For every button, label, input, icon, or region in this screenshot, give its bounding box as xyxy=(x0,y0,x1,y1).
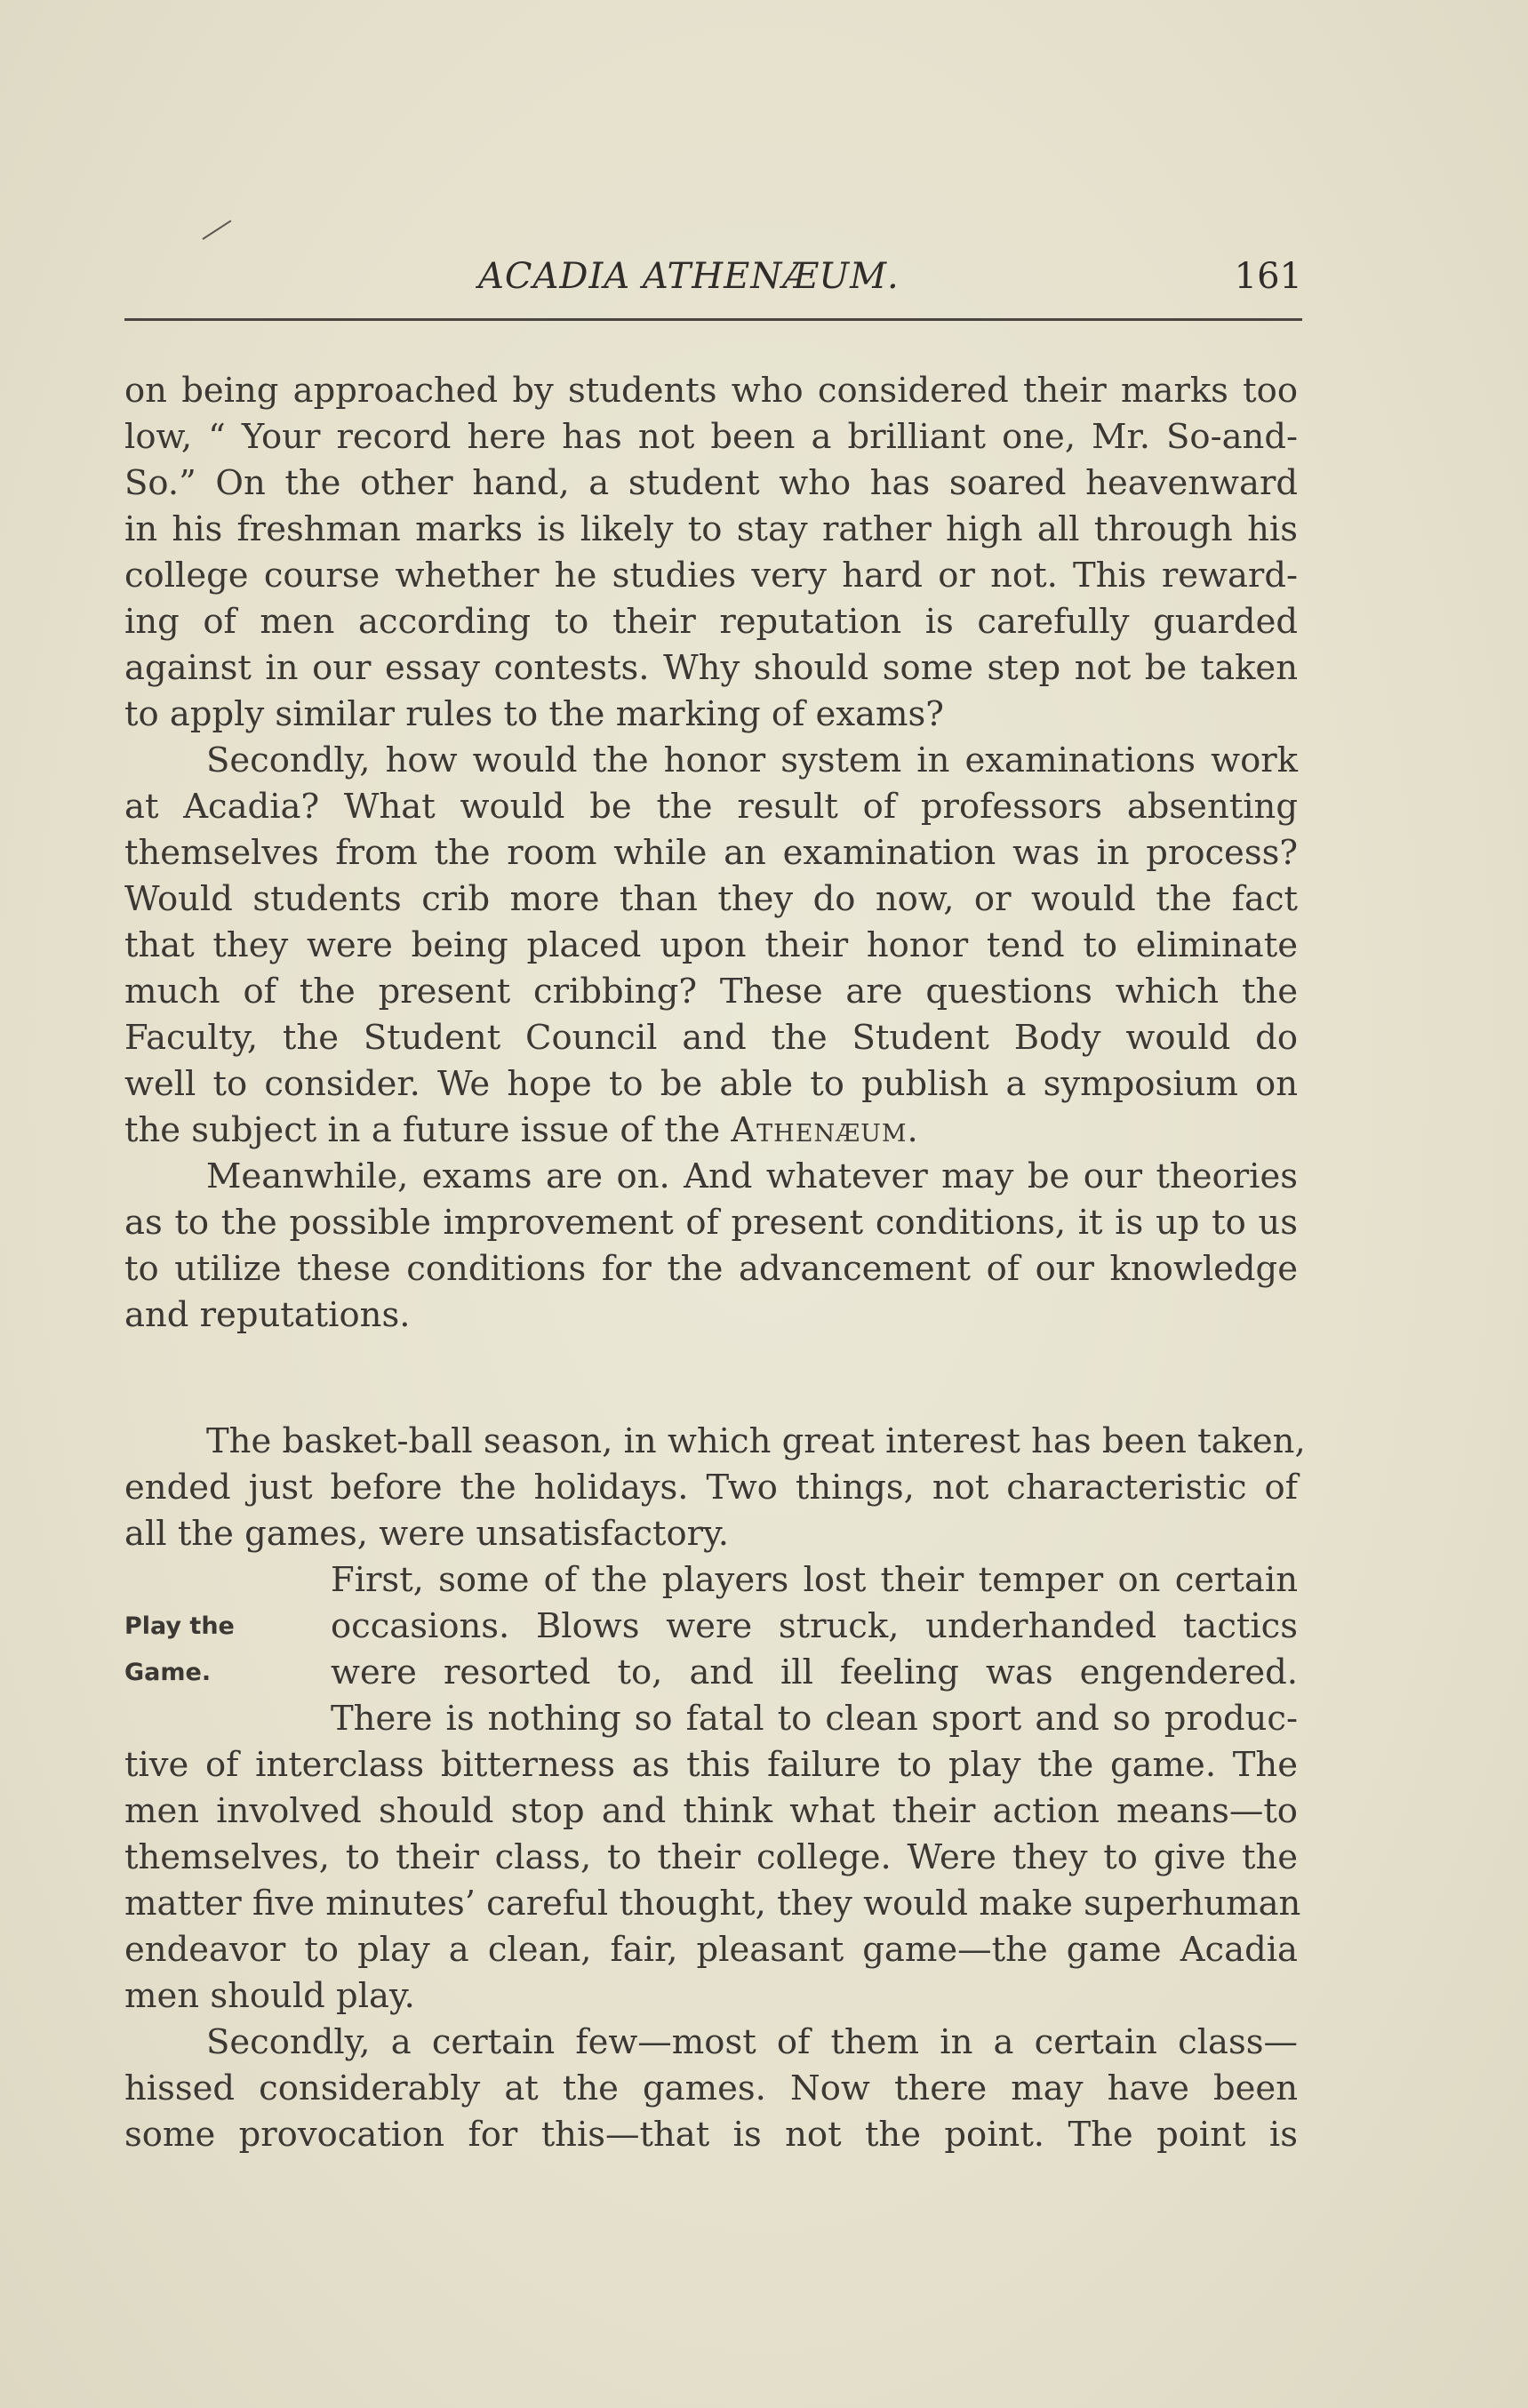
text-line: men involved should stop and think what their action means—to xyxy=(124,1791,1298,1831)
journal-name: Athenæum. xyxy=(731,1110,919,1150)
page-header xyxy=(124,256,1302,306)
running-head: ACADIA ATHENÆUM. xyxy=(478,256,900,297)
text-line: ing of men according to their reputation is carefully guarded xyxy=(124,602,1298,642)
sidenote-title: Play the xyxy=(124,1612,235,1640)
text-line: at Acadia? What would be the result of professors absenting xyxy=(124,787,1298,827)
text-line: There is nothing so fatal to clean sport and so produc- xyxy=(331,1699,1298,1739)
page-number: 161 xyxy=(1234,256,1302,297)
text-line: Secondly, a certain few—most of them in a certain class— xyxy=(206,2022,1298,2062)
text-line: were resorted to, and ill feeling was engendered. xyxy=(331,1652,1298,1692)
text-line: The basket-ball season, in which great interest has been taken, xyxy=(206,1421,1306,1461)
text-line: some provocation for this—that is not the point. The point is xyxy=(124,2115,1298,2155)
text-line: men should play. xyxy=(124,1976,415,2016)
text-line: matter five minutes’ careful thought, they would make superhuman xyxy=(124,1884,1301,1924)
text-line: college course whether he studies very hard or not. This reward- xyxy=(124,556,1298,596)
text-line: in his freshman marks is likely to stay rather high all through his xyxy=(124,509,1298,549)
text-line xyxy=(124,1108,1298,1154)
text-line: on being approached by students who considered their marks too xyxy=(124,371,1298,411)
text-line: to apply similar rules to the marking of exams? xyxy=(124,694,944,734)
text-segment: the subject in a future issue of the xyxy=(124,1110,732,1150)
text-line: as to the possible improvement of present conditions, it is up to us xyxy=(124,1203,1298,1243)
text-line: ended just before the holidays. Two things, not characteristic of xyxy=(124,1468,1298,1508)
text-line: Faculty, the Student Council and the Student Body would do xyxy=(124,1018,1298,1058)
text-line: endeavor to play a clean, fair, pleasant game—the game Acadia xyxy=(124,1930,1298,1970)
text-line: Meanwhile, exams are on. And whatever may be our theories xyxy=(206,1156,1298,1196)
text-line: Would students crib more than they do now, or would the fact xyxy=(124,879,1298,919)
text-line: tive of interclass bitterness as this failure to play the game. The xyxy=(124,1745,1298,1785)
text-line: low, “ Your record here has not been a brilliant one, Mr. So-and- xyxy=(124,417,1298,457)
text-line: First, some of the players lost their temper on certain xyxy=(331,1560,1298,1600)
text-line: So.” On the other hand, a student who has soared heavenward xyxy=(124,463,1298,503)
text-line: much of the present cribbing? These are questions which the xyxy=(124,972,1298,1012)
text-line: to utilize these conditions for the advancement of our knowledge xyxy=(124,1249,1298,1289)
text-line: occasions. Blows were struck, underhanded tactics xyxy=(331,1606,1298,1646)
text-line: against in our essay contests. Why should some step not be taken xyxy=(124,648,1298,688)
pencil-mark xyxy=(202,220,231,239)
text-line: hissed considerably at the games. Now there may have been xyxy=(124,2068,1298,2108)
text-line: themselves from the room while an examination was in process? xyxy=(124,833,1298,873)
text-line: that they were being placed upon their honor tend to eliminate xyxy=(124,925,1298,965)
text-line: and reputations. xyxy=(124,1295,411,1335)
text-line: themselves, to their class, to their college. Were they to give the xyxy=(124,1837,1298,1877)
text-line: well to consider. We hope to be able to publish a symposium on xyxy=(124,1064,1298,1104)
text-line: all the games, were unsatisfactory. xyxy=(124,1514,729,1554)
header-rule xyxy=(124,318,1302,321)
sidenote-title: Game. xyxy=(124,1659,212,1686)
text-line: Secondly, how would the honor system in examinations work xyxy=(206,740,1298,780)
